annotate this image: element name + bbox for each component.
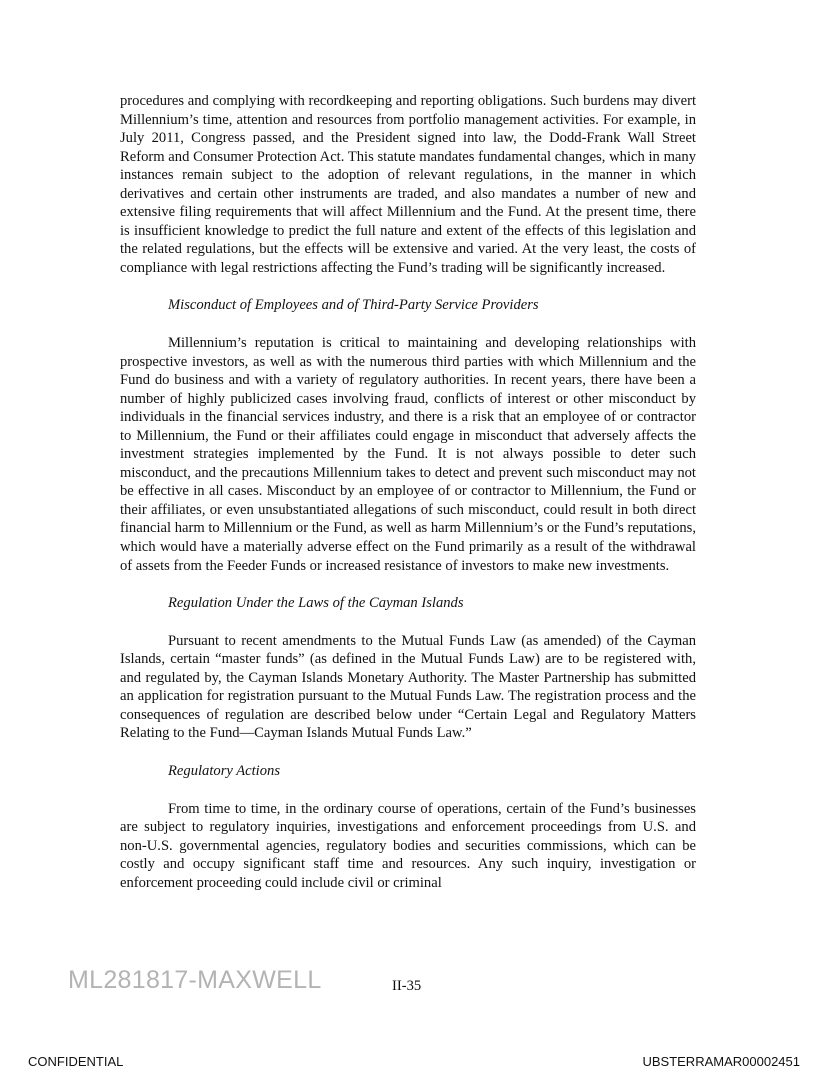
paragraph-compliance-burdens: procedures and complying with recordkeeping and reporting obligations. Such burdens may divert Millennium’s time, attention and resources from portfolio management activities. For example, in July 2011, Congress passed, and the President signed into law, the Dodd-Frank Wall Street Reform and Consumer Protection Act. This statute mandates fundamental changes, which in many instances remain subject to the adoption of relevant regulations, in the manner in which derivatives and certain other instruments are traded, and also mandates a number of new and extensive filing requirements that will affect Millennium and the Fund. At the present time, there is insufficient knowledge to predict the full nature and extent of the effects of this legislation and the related regulations, but the effects will be extensive and varied. At the very least, the costs of compliance with legal restrictions affecting the Fund’s trading will be significantly increased. <box>120 93 696 276</box>
bates-number: UBSTERRAMAR00002451 <box>642 1054 800 1069</box>
confidential-label: CONFIDENTIAL <box>28 1054 124 1069</box>
paragraph-misconduct: Millennium’s reputation is critical to maintaining and developing relationships with prospective investors, as well as with the numerous third parties with which Millennium and the Fund do business and with a variety of regulatory authorities. In recent years, there have been a number of highly publicized cases involving fraud, conflicts of interest or other misconduct by individuals in the financial services industry, and there is a risk that an employee of or contractor to Millennium, the Fund or their affiliates could engage in misconduct that adversely affects the investment strategies implemented by the Fund. It is not always possible to deter such misconduct, and the precautions Millennium takes to detect and prevent such misconduct may not be effective in all cases. Misconduct by an employee of or contractor to Millennium, the Fund or their affiliates, or even unsubstantiated allegations of such misconduct, could result in both direct financial harm to Millennium or the Fund, as well as harm Millennium’s or the Fund’s reputations, which would have a materially adverse effect on the Fund primarily as a result of the withdrawal of assets from the Feeder Funds or increased resistance of investors to make new investments. <box>120 335 696 574</box>
document-body <box>120 92 696 892</box>
paragraph-regulatory-actions: From time to time, in the ordinary course of operations, certain of the Fund’s businesses are subject to regulatory inquiries, investigations and enforcement proceedings from U.S. and non-U.S. governmental agencies, regulatory bodies and securities commissions, which can be costly and occupy significant staff time and resources. Any such inquiry, investigation or enforcement proceeding could include civil or criminal <box>120 800 696 891</box>
section-heading-regulatory-actions: Regulatory Actions <box>168 762 281 779</box>
bates-stamp-watermark: ML281817-MAXWELL <box>68 966 322 994</box>
section-heading-cayman-regulation: Regulation Under the Laws of the Cayman Islands <box>168 595 464 612</box>
page-number: II-35 <box>392 978 422 994</box>
section-heading-misconduct: Misconduct of Employees and of Third-Party Service Providers <box>168 297 539 314</box>
paragraph-cayman-regulation: Pursuant to recent amendments to the Mutual Funds Law (as amended) of the Cayman Islands, certain “master funds” (as defined in the Mutual Funds Law) are to be registered with, and regulated by, the Cayman Islands Monetary Authority. The Master Partnership has submitted an application for registration pursuant to the Mutual Funds Law. The registration process and the consequences of regulation are described below under “Certain Legal and Regulatory Matters Relating to the Fund—Cayman Islands Mutual Funds Law.” <box>120 632 696 742</box>
